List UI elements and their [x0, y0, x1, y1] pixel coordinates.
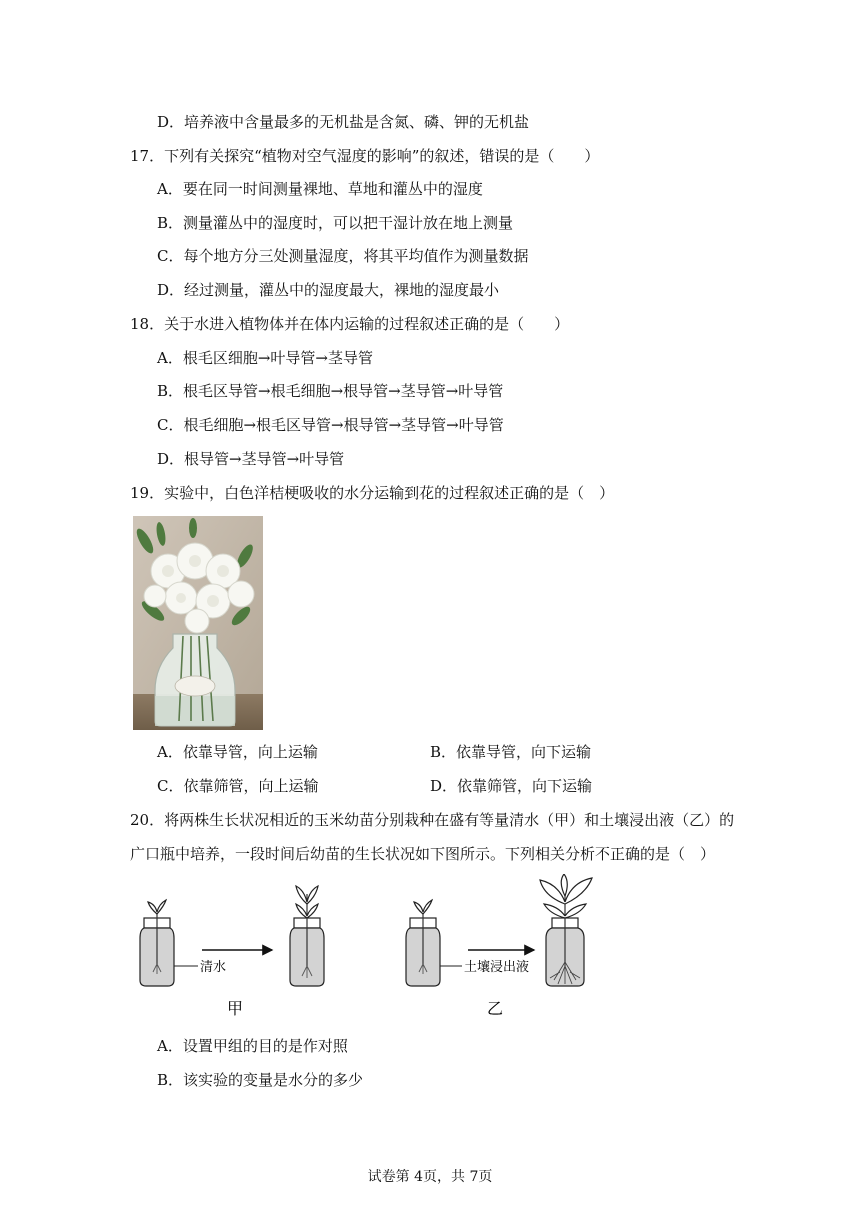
jar-yi-after [540, 874, 592, 986]
jar-yi-before [406, 900, 440, 986]
group-label-yi: 乙 [486, 999, 504, 1018]
q20-option-a: A．设置甲组的目的是作对照 [157, 1037, 348, 1055]
q17-option-b: B．测量灌丛中的湿度时，可以把干湿计放在地上测量 [157, 214, 514, 232]
q20-stem-line1: 20．将两株生长状况相近的玉米幼苗分别栽种在盛有等量清水（甲）和土壤浸出液（乙）的 [130, 811, 735, 829]
q17-stem: 17．下列有关探究“植物对空气湿度的影响”的叙述，错误的是（ ） [130, 147, 600, 165]
label-turang-jinchuye: 土壤浸出液 [464, 960, 530, 975]
q19-option-d: D．依靠筛管，向下运输 [430, 777, 593, 795]
q18-option-b: B．根毛区导管→根毛细胞→根导管→茎导管→叶导管 [157, 382, 504, 400]
group-label-jia: 甲 [226, 999, 244, 1018]
q19-option-c: C．依靠筛管，向上运输 [157, 777, 319, 795]
q19-stem: 19．实验中，白色洋桔梗吸收的水分运输到花的过程叙述正确的是（ ） [130, 484, 615, 502]
label-qingshui: 清水 [200, 960, 227, 975]
q17-option-c: C．每个地方分三处测量湿度，将其平均值作为测量数据 [157, 247, 529, 265]
q18-option-a: A．根毛区细胞→叶导管→茎导管 [157, 349, 373, 367]
q18-stem: 18．关于水进入植物体并在体内运输的过程叙述正确的是（ ） [130, 315, 570, 333]
seedling-experiment-diagram [130, 874, 600, 1024]
q18-option-c: C．根毛细胞→根毛区导管→根导管→茎导管→叶导管 [157, 416, 504, 434]
q18-option-d: D．根导管→茎导管→叶导管 [157, 450, 345, 468]
q17-option-a: A．要在同一时间测量裸地、草地和灌丛中的湿度 [157, 180, 483, 198]
q19-option-a: A．依靠导管，向上运输 [157, 743, 318, 761]
q16-option-d: D．培养液中含量最多的无机盐是含氮、磷、钾的无机盐 [157, 113, 530, 131]
q17-option-d: D．经过测量，灌丛中的湿度最大，裸地的湿度最小 [157, 281, 500, 299]
flower-vase-photo [133, 516, 263, 730]
page-footer: 试卷第 4页，共 7页 [367, 1169, 493, 1185]
jar-jia-after [290, 886, 324, 986]
q20-stem-line2: 广口瓶中培养，一段时间后幼苗的生长状况如下图所示。下列相关分析不正确的是（ ） [130, 845, 716, 863]
jar-jia-before [140, 900, 174, 986]
q20-option-b: B．该实验的变量是水分的多少 [157, 1071, 364, 1089]
q19-option-b: B．依靠导管，向下运输 [430, 743, 592, 761]
